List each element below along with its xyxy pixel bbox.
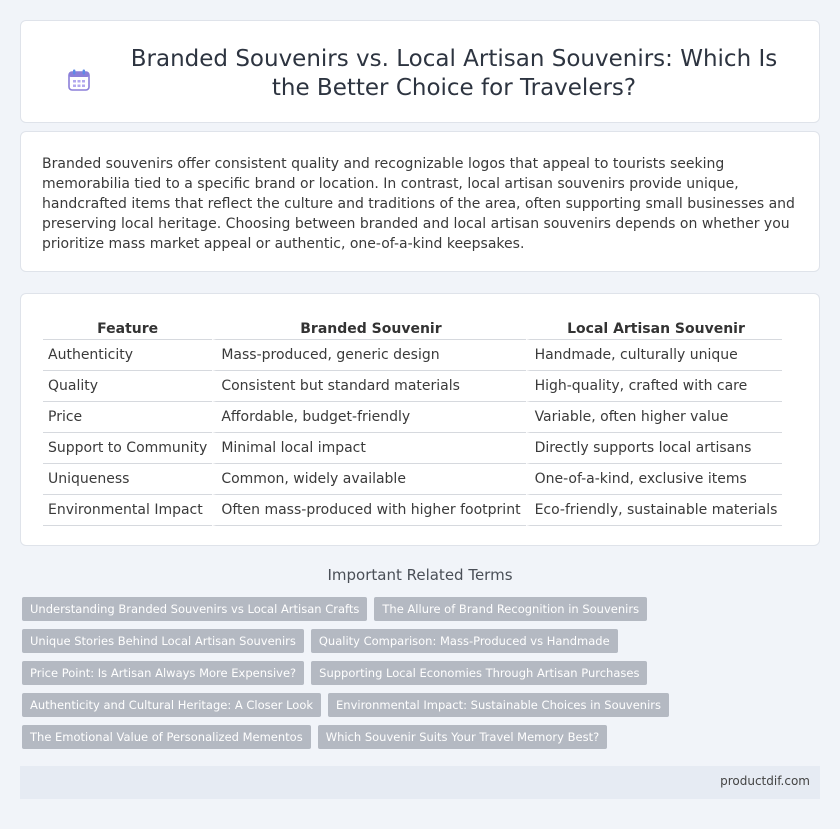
table-cell: Handmade, culturally unique bbox=[526, 340, 783, 371]
comparison-table bbox=[43, 314, 782, 526]
column-header-branded: Branded Souvenir bbox=[212, 314, 525, 340]
table-cell: Affordable, budget-friendly bbox=[212, 402, 525, 433]
table-cell: Quality bbox=[43, 371, 212, 402]
related-terms-heading: Important Related Terms bbox=[327, 566, 513, 584]
table-cell: Mass-produced, generic design bbox=[212, 340, 525, 371]
related-term-link[interactable]: The Allure of Brand Recognition in Souvenirs bbox=[374, 597, 647, 621]
related-term-link[interactable]: Environmental Impact: Sustainable Choices in Souvenirs bbox=[328, 693, 669, 717]
table-cell: Price bbox=[43, 402, 212, 433]
table-cell: One-of-a-kind, exclusive items bbox=[526, 464, 783, 495]
title-card bbox=[20, 20, 820, 123]
table-cell: Directly supports local artisans bbox=[526, 433, 783, 464]
table-cell: Consistent but standard materials bbox=[212, 371, 525, 402]
related-term-link[interactable]: Authenticity and Cultural Heritage: A Closer Look bbox=[22, 693, 321, 717]
table-row bbox=[43, 433, 782, 464]
related-terms-list bbox=[22, 597, 822, 757]
table-cell: Variable, often higher value bbox=[526, 402, 783, 433]
intro-paragraph: Branded souvenirs offer consistent quality and recognizable logos that appeal to tourists seeking memorabilia tied to a specific brand or location. In contrast, local artisan souvenirs provide unique, handcrafted items that reflect the culture and traditions of the area, often supporting small businesses and preserving local heritage. Choosing between branded and local artisan souvenirs depends on whether you prioritize mass market appeal or authentic, one-of-a-kind keepsakes. bbox=[42, 156, 795, 252]
column-header-artisan: Local Artisan Souvenir bbox=[526, 314, 783, 340]
table-cell: Common, widely available bbox=[212, 464, 525, 495]
table-cell: Support to Community bbox=[43, 433, 212, 464]
table-row bbox=[43, 464, 782, 495]
table-cell: Uniqueness bbox=[43, 464, 212, 495]
related-term-link[interactable]: Supporting Local Economies Through Artisan Purchases bbox=[311, 661, 647, 685]
table-row bbox=[43, 340, 782, 371]
table-cell: High-quality, crafted with care bbox=[526, 371, 783, 402]
tag-row bbox=[22, 597, 822, 621]
footer bbox=[20, 766, 820, 799]
tag-row bbox=[22, 725, 822, 749]
table-cell: Often mass-produced with higher footprint bbox=[212, 495, 525, 526]
related-term-link[interactable]: The Emotional Value of Personalized Mementos bbox=[22, 725, 311, 749]
intro-card bbox=[20, 131, 820, 272]
tag-row bbox=[22, 693, 822, 717]
table-row bbox=[43, 371, 782, 402]
column-header-feature: Feature bbox=[43, 314, 212, 340]
tag-row bbox=[22, 629, 822, 653]
related-term-link[interactable]: Which Souvenir Suits Your Travel Memory Best? bbox=[318, 725, 607, 749]
table-cell: Eco-friendly, sustainable materials bbox=[526, 495, 783, 526]
table-cell: Minimal local impact bbox=[212, 433, 525, 464]
table-row bbox=[43, 495, 782, 526]
site-credit: productdif.com bbox=[720, 774, 810, 788]
table-row bbox=[43, 402, 782, 433]
related-term-link[interactable]: Unique Stories Behind Local Artisan Souvenirs bbox=[22, 629, 304, 653]
table-header-row bbox=[43, 314, 782, 340]
page-title: Branded Souvenirs vs. Local Artisan Souvenirs: Which Is the Better Choice for Travelers? bbox=[130, 46, 778, 101]
comparison-card bbox=[20, 293, 820, 546]
table-cell: Authenticity bbox=[43, 340, 212, 371]
related-term-link[interactable]: Quality Comparison: Mass-Produced vs Handmade bbox=[311, 629, 618, 653]
tag-row bbox=[22, 661, 822, 685]
related-term-link[interactable]: Understanding Branded Souvenirs vs Local Artisan Crafts bbox=[22, 597, 367, 621]
related-term-link[interactable]: Price Point: Is Artisan Always More Expensive? bbox=[22, 661, 304, 685]
calendar-icon bbox=[68, 69, 90, 91]
table-cell: Environmental Impact bbox=[43, 495, 212, 526]
